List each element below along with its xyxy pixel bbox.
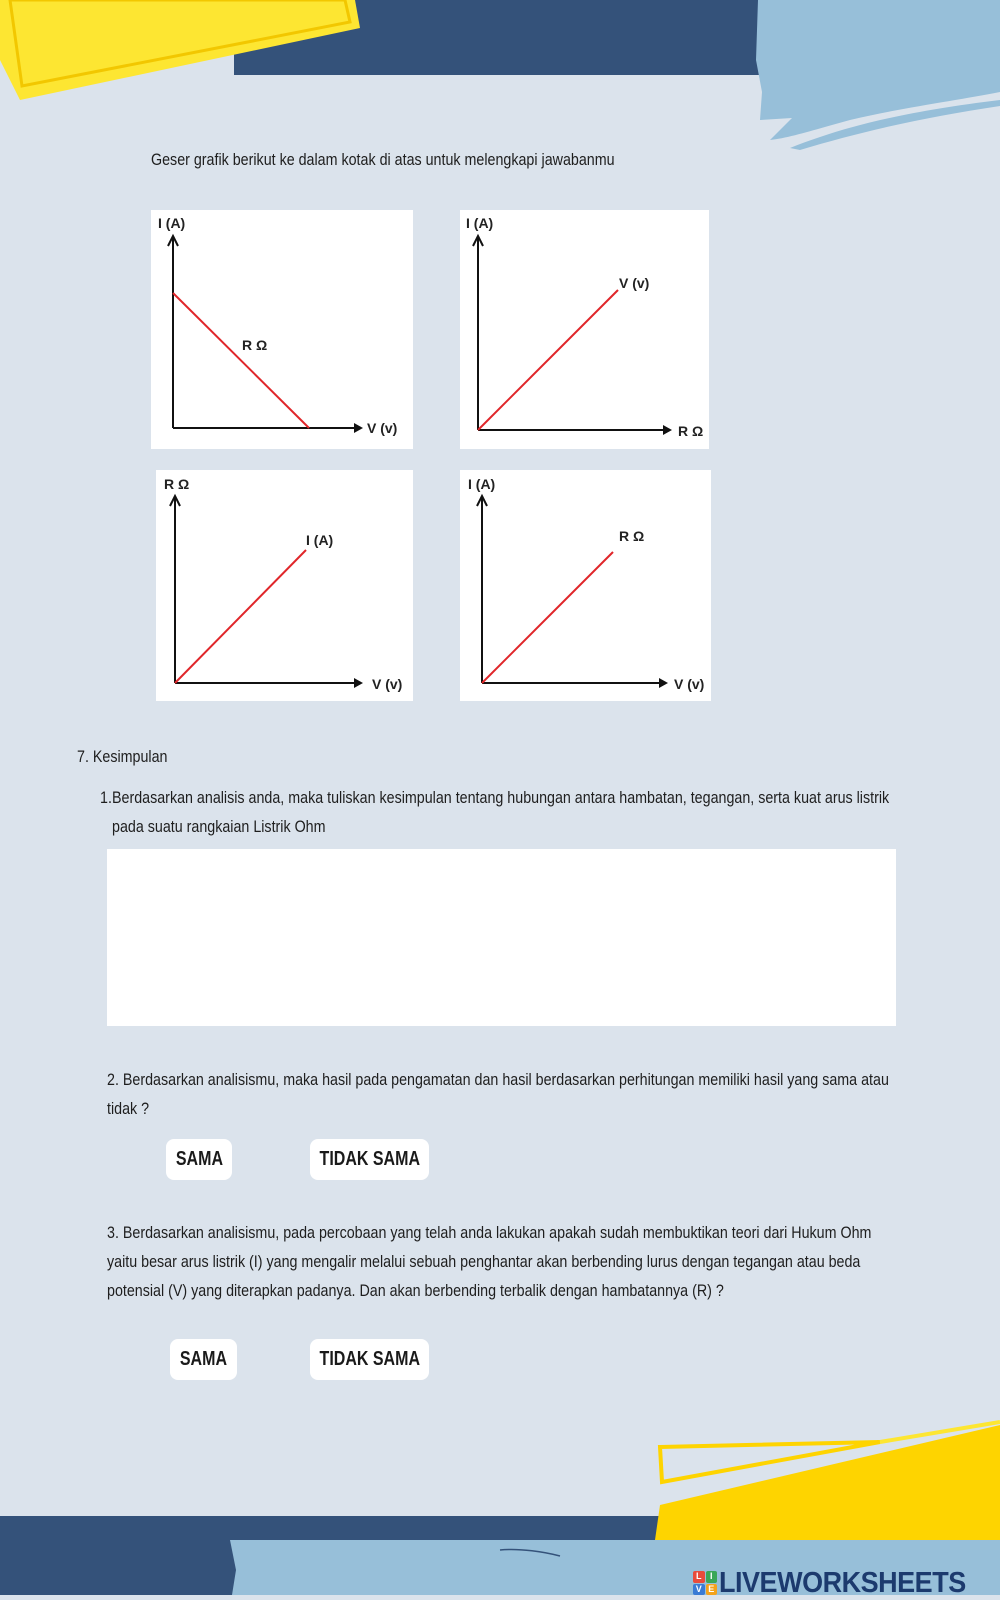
option-label: SAMA — [179, 1348, 228, 1370]
graph-line — [173, 293, 309, 428]
question-1-text: Berdasarkan analisis anda, maka tuliskan kesimpulan tentang hubungan antara hambatan, tegangan, serta kuat arus listrik pada suatu rangkaian Listrik Ohm — [112, 788, 890, 836]
question-3-text: 3. Berdasarkan analisismu, pada percobaan yang telah anda lakukan apakah sudah membuktikan teori dari Hukum Ohm yaitu besar arus listrik (I) yang mengalir melalui sebuah penghantar akan berbending lurus dengan tegangan atau beda potensial (V) yang diterapkan padanya. Dan akan berbending terbalik dengan hambatannya (R) ? — [107, 1223, 872, 1300]
question-1-number: 1. — [100, 788, 112, 807]
top-blue-brush — [756, 0, 1000, 140]
option-label: TIDAK SAMA — [319, 1348, 420, 1370]
graph-4-svg — [460, 470, 711, 701]
graph-card-1[interactable] — [151, 210, 413, 449]
graph-line — [482, 552, 613, 683]
y-axis-label: I (A) — [468, 476, 496, 492]
graph-card-3[interactable] — [156, 470, 413, 701]
liveworksheets-logo — [693, 1568, 984, 1598]
logo-text: LIVEWORKSHEETS — [719, 1566, 966, 1599]
graph-line — [175, 550, 306, 683]
instruction-text: Geser grafik berikut ke dalam kotak di atas untuk melengkapi jawabanmu — [151, 150, 615, 169]
logo-mark-icon: L I V E — [693, 1571, 717, 1595]
section-title: 7. Kesimpulan — [77, 747, 168, 766]
line-label: R Ω — [242, 337, 268, 353]
option-label: TIDAK SAMA — [319, 1148, 420, 1170]
y-axis-label: I (A) — [158, 215, 186, 231]
y-axis-label: I (A) — [466, 215, 494, 231]
graph-card-2[interactable] — [460, 210, 709, 449]
question-2-option-tidak-sama[interactable] — [310, 1139, 429, 1180]
line-label: I (A) — [306, 532, 334, 548]
graph-3-svg — [156, 470, 413, 701]
graph-2-svg — [460, 210, 709, 449]
x-axis-label: R Ω — [678, 423, 704, 439]
question-1-answer-box[interactable] — [107, 849, 896, 1026]
graph-card-4[interactable] — [460, 470, 711, 701]
line-label: R Ω — [619, 528, 645, 544]
question-3-option-sama[interactable] — [170, 1339, 237, 1380]
y-axis-label: R Ω — [164, 476, 190, 492]
x-axis-label: V (v) — [372, 676, 403, 692]
option-label: SAMA — [175, 1148, 223, 1170]
graph-1-svg — [151, 210, 413, 449]
question-2-text: 2. Berdasarkan analisismu, maka hasil pada pengamatan dan hasil berdasarkan perhitungan memiliki hasil yang sama atau tidak ? — [107, 1070, 889, 1118]
x-axis-label: V (v) — [367, 420, 398, 436]
question-3-option-tidak-sama[interactable] — [310, 1339, 429, 1380]
graph-line — [478, 290, 618, 430]
question-2-option-sama[interactable] — [166, 1139, 232, 1180]
line-label: V (v) — [619, 275, 650, 291]
x-axis-label: V (v) — [674, 676, 705, 692]
